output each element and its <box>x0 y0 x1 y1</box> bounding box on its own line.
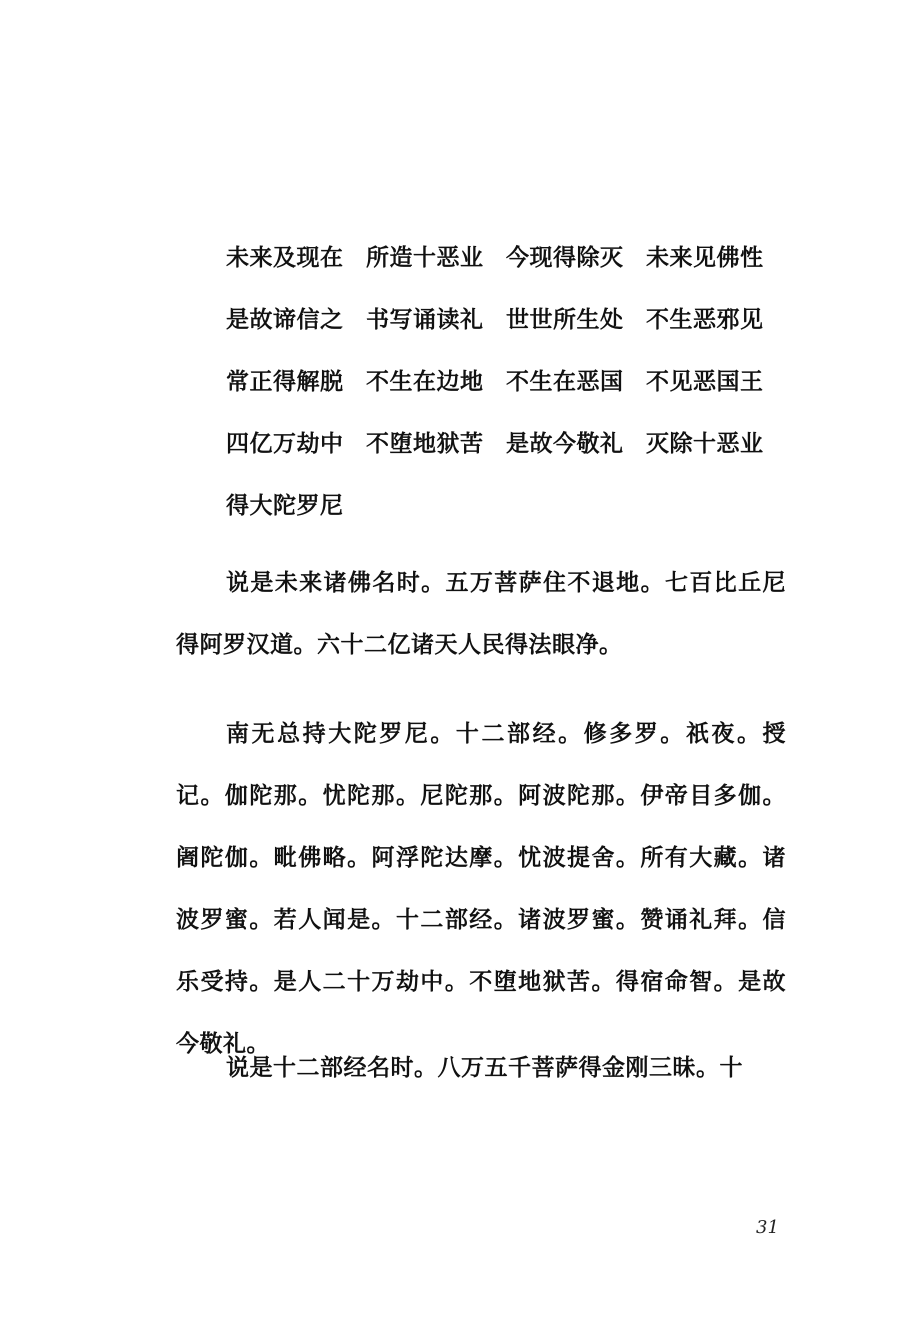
verse-phrase: 未来及现在 <box>226 243 344 271</box>
verse-line <box>226 224 786 286</box>
verse-phrase: 世世所生处 <box>506 305 624 333</box>
verse-line <box>226 472 786 534</box>
verse-line <box>226 348 786 410</box>
verse-phrase: 是故今敬礼 <box>506 429 624 457</box>
verse-block <box>226 224 786 534</box>
verse-line <box>226 286 786 348</box>
page-number: 31 <box>756 1217 779 1238</box>
verse-phrase: 不堕地狱苦 <box>366 429 484 457</box>
verse-phrase: 今现得除灭 <box>506 243 624 271</box>
verse-phrase: 是故谛信之 <box>226 305 344 333</box>
paragraph-announcement: 说是未来诸佛名时。五万菩萨住不退地。七百比丘尼得阿罗汉道。六十二亿诸天人民得法眼净。 <box>176 569 786 658</box>
verse-phrase: 灭除十恶业 <box>646 429 764 457</box>
verse-phrase: 书写诵读礼 <box>366 305 484 333</box>
verse-phrase: 所造十恶业 <box>366 243 484 271</box>
paragraph-continuation: 说是十二部经名时。八万五千菩萨得金刚三昧。十 <box>226 1054 743 1081</box>
verse-phrase: 不生在边地 <box>366 367 484 395</box>
verse-phrase: 未来见佛性 <box>646 243 764 271</box>
verse-phrase: 四亿万劫中 <box>226 429 344 457</box>
verse-line <box>226 410 786 472</box>
paragraph-twelve-scriptures: 南无总持大陀罗尼。十二部经。修多罗。祇夜。授记。伽陀那。忧陀那。尼陀那。阿波陀那。伊帝目多伽。阇陀伽。毗佛略。阿浮陀达摩。忧波提舍。所有大藏。诸波罗蜜。若人闻是。十二部经。诸波罗蜜。赞诵礼拜。信乐受持。是人二十万劫中。不堕地狱苦。得宿命智。是故今敬礼。 <box>176 720 786 1057</box>
verse-phrase: 常正得解脱 <box>226 367 344 395</box>
verse-phrase: 得大陀罗尼 <box>226 491 344 519</box>
verse-phrase: 不见恶国王 <box>646 367 764 395</box>
verse-phrase: 不生在恶国 <box>506 367 624 395</box>
verse-phrase: 不生恶邪见 <box>646 305 764 333</box>
